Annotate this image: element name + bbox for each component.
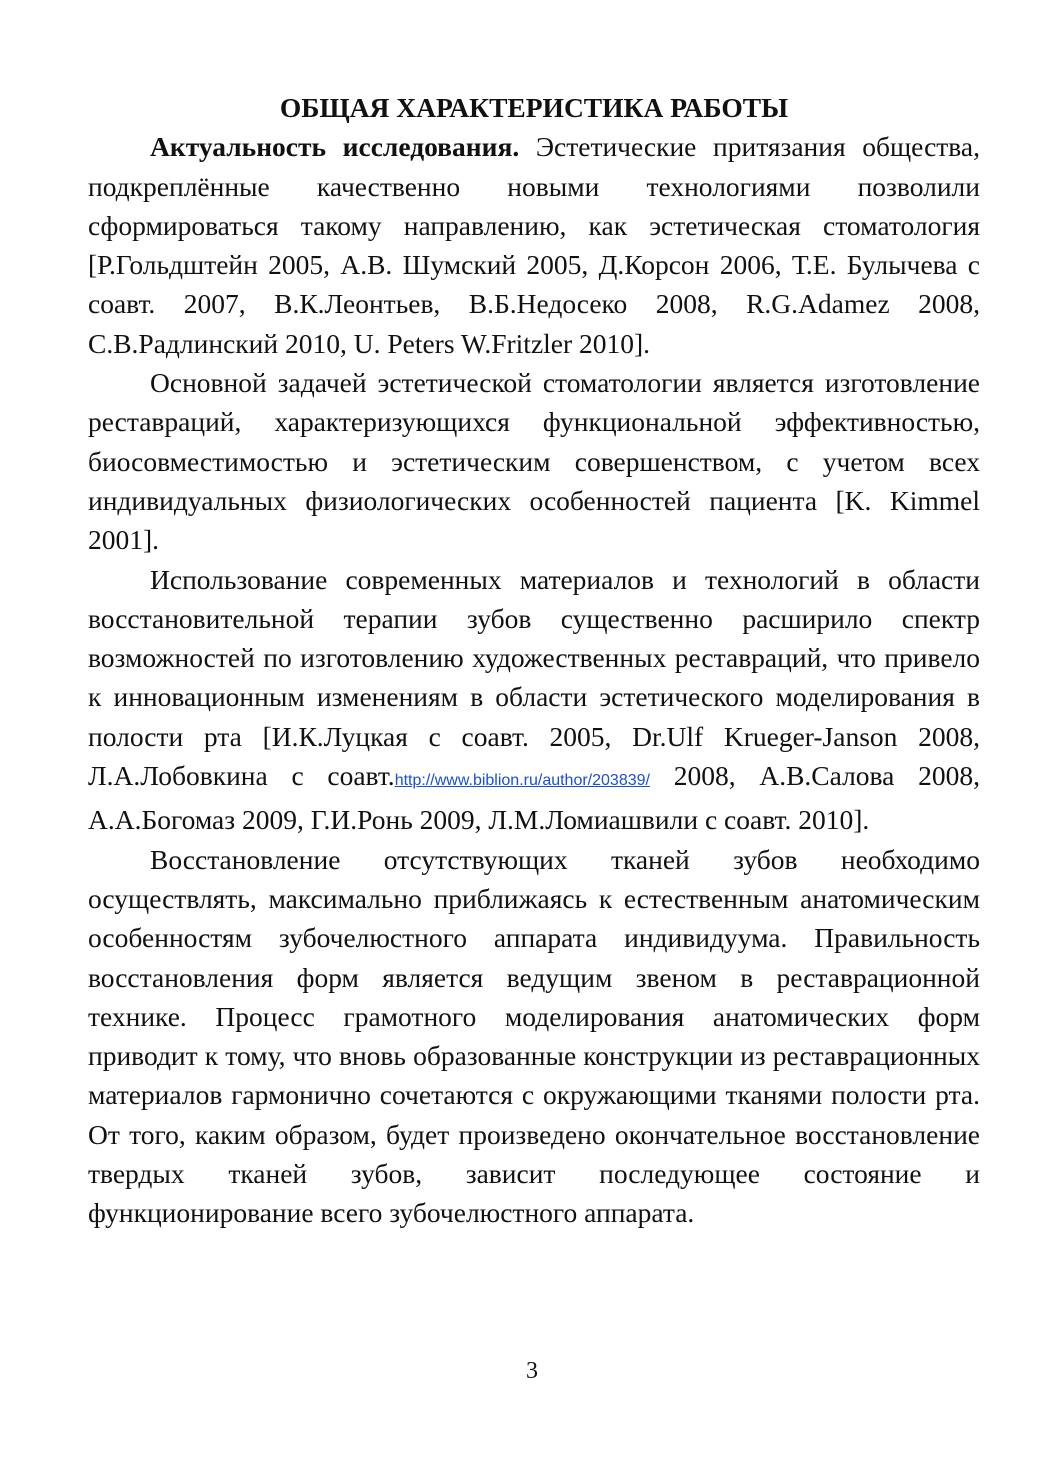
materials-text-after-link: 2008, А.В.Салова 2008, А.А.Богомаз 2009, Г.И.Ронь 2009, Л.М.Ломиашвили с соавт. 2010]. <box>88 760 980 836</box>
page-number: 3 <box>526 1358 538 1384</box>
paragraph-restoration: Восстановление отсутствующих тканей зубов необходимо осуществлять, максимально приближаясь к естественным анатомическим особенностям зубочелюстного аппарата индивидуума. Правильность восстановления форм является ведущим звеном в реставрационной технике. Процесс грамотного моделирования анатомических форм приводит к тому, что вновь образованные конструкции из реставрационных материалов гармонично сочетаются с окружающими тканями полости рта. От того, каким образом, будет произведено окончательное восстановление твердых тканей зубов, зависит последующее состояние и функционирование всего зубочелюстного аппарата. <box>88 843 980 1229</box>
paragraph-relevance <box>88 127 980 363</box>
relevance-lead: Актуальность исследования. <box>150 131 520 163</box>
paragraph-materials <box>88 560 980 840</box>
document-page <box>88 88 980 1233</box>
relevance-text: Эстетические притязания общества, подкреплённые качественно новыми технологиями позволили сформироваться такому направлению, как эстетическая стоматология [Р.Гольдштейн 2005, А.В. Шумский 2005, Д.Корсон 2006, Т.Е. Булычева с соавт. 2007, В.К.Леонтьев, В.Б.Недосеко 2008, R.G.Adamez 2008, С.В.Радлинский 2010, U. Peters W.Fritzler 2010]. <box>88 131 980 359</box>
section-heading: ОБЩАЯ ХАРАКТЕРИСТИКА РАБОТЫ <box>279 92 789 123</box>
materials-text-before-link: Использование современных материалов и технологий в области восстановительной терапии зубов существенно расширило спектр возможностей по изготовлению художественных реставраций, что привело к инновационным изменениям в области эстетического моделирования в полости рта [И.К.Луцкая с соавт. 2005, Dr.Ulf Krueger-Janson 2008, Л.А.Лобовкина с соавт. <box>88 563 980 792</box>
biblion-link[interactable]: http://www.biblion.ru/author/203839/ <box>394 772 650 790</box>
paragraph-main-task: Основной задачей эстетической стоматологии является изготовление реставраций, характеризующихся функциональной эффективностью, биосовместимостью и эстетическим совершенством, с учетом всех индивидуальных физиологических особенностей пациента [K. Kimmel 2001]. <box>88 367 980 556</box>
